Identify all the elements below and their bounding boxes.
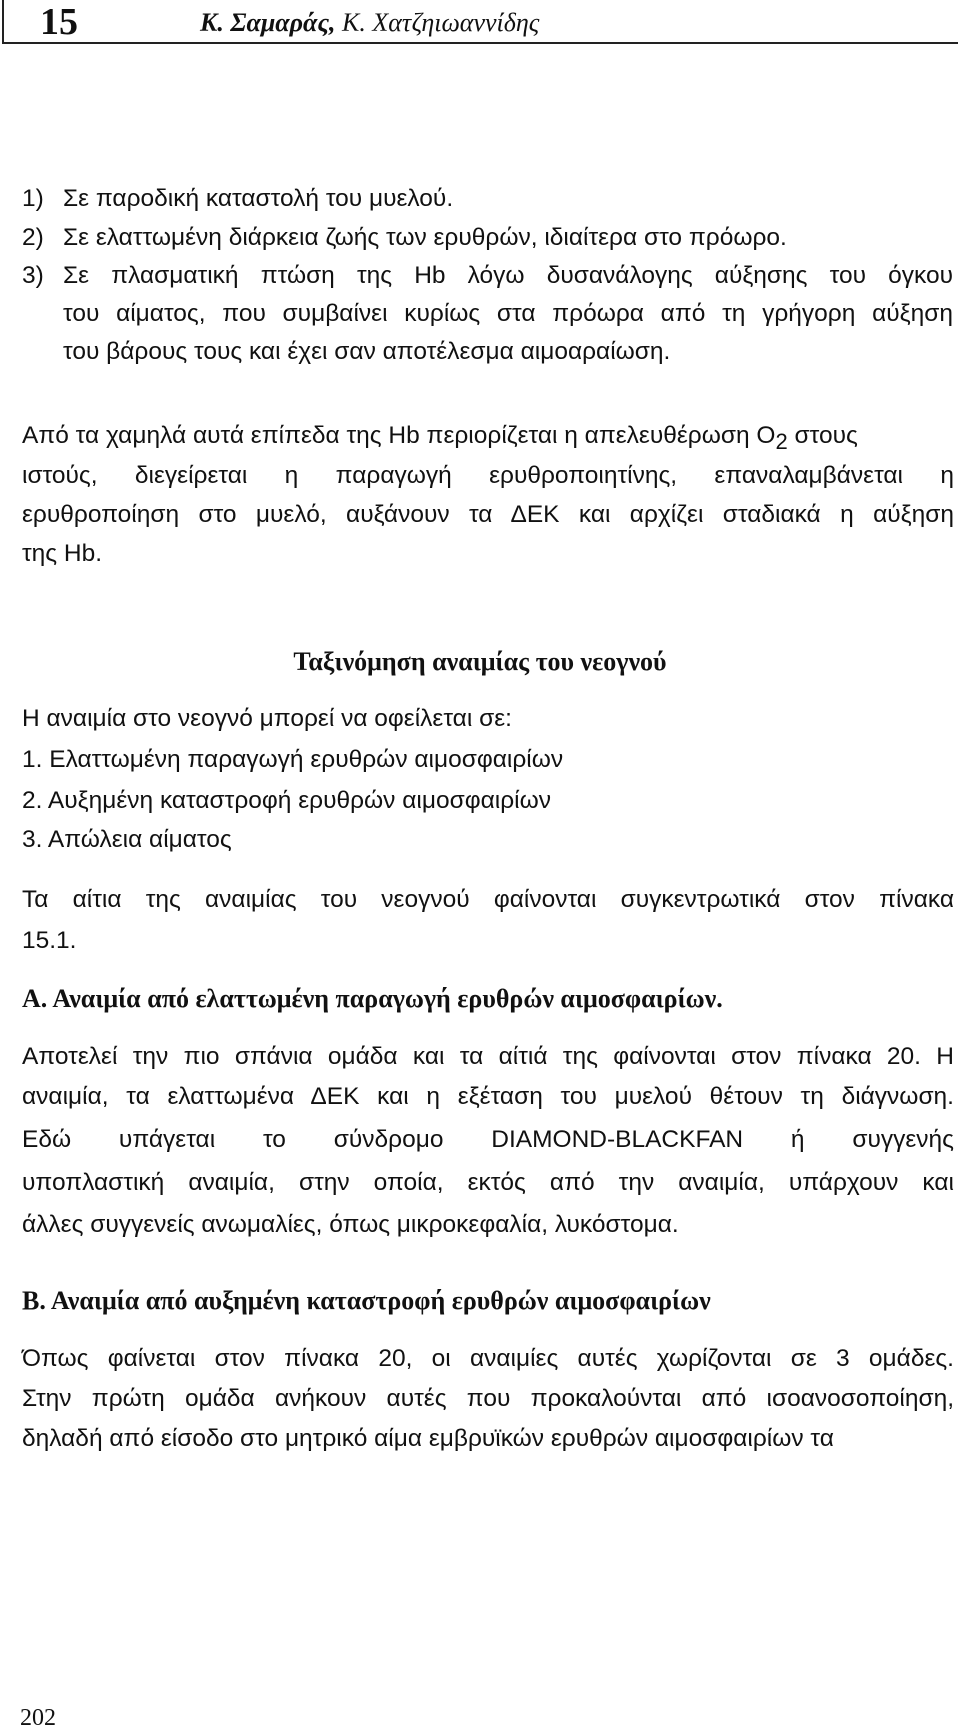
paragraph-line: Στην πρώτη ομάδα ανήκουν αυτές που προκαλούνται από ισοανοσοποίηση, xyxy=(22,1385,954,1412)
paragraph-line: ιστούς, διεγείρεται η παραγωγή ερυθροποιητίνης, επαναλαμβάνεται η xyxy=(22,462,954,489)
list-item-number: 1) xyxy=(22,185,44,212)
paragraph-line: Εδώ υπάγεται το σύνδρομο DIAMOND-BLACKFAN ή συγγενής xyxy=(22,1126,954,1153)
classification-intro: Η αναιμία στο νεογνό μπορεί να οφείλεται σε: xyxy=(22,705,512,732)
paragraph-line: Από τα χαμηλά αυτά επίπεδα της Hb περιορίζεται η απελευθέρωση $O_2$ στους xyxy=(22,422,858,454)
author-1: Κ. Σαμαράς, xyxy=(200,8,336,37)
classification-item: 2. Αυξημένη καταστροφή ερυθρών αιμοσφαιρίων xyxy=(22,787,551,814)
list-item-text: Σε ελαττωμένη διάρκεια ζωής των ερυθρών, ιδιαίτερα στο πρόωρο. xyxy=(63,224,787,251)
running-header xyxy=(2,0,958,44)
list-item-text: Σε παροδική καταστολή του μυελού. xyxy=(63,185,454,212)
list-item-text: του βάρους τους και έχει σαν αποτέλεσμα αιμοαραίωση. xyxy=(63,338,671,365)
section-a-title: Α. Αναιμία από ελαττωμένη παραγωγή ερυθρών αιμοσφαιρίων. xyxy=(22,984,723,1013)
subscript: 2 xyxy=(775,429,788,454)
list-item-text: του αίματος, που συμβαίνει κυρίως στα πρόωρα από τη γρήγορη αύξηση xyxy=(63,300,953,327)
footer-page-number: 202 xyxy=(20,1705,56,1731)
author-2: Κ. Χατζηιωαννίδης xyxy=(342,8,540,37)
classification-item: 1. Ελαττωμένη παραγωγή ερυθρών αιμοσφαιρίων xyxy=(22,746,564,773)
paragraph-line: άλλες συγγενείς ανωμαλίες, όπως μικροκεφαλία, λυκόστομα. xyxy=(22,1211,679,1238)
paragraph-line: Τα αίτια της αναιμίας του νεογνού φαίνονται συγκεντρωτικά στον πίνακα xyxy=(22,886,954,913)
chapter-number: 15 xyxy=(40,1,78,43)
classification-item: 3. Απώλεια αίματος xyxy=(22,826,232,853)
paragraph-line: δηλαδή από είσοδο στο μητρικό αίμα εμβρυϊκών ερυθρών αιμοσφαιρίων τα xyxy=(22,1425,834,1452)
paragraph-line: Αποτελεί την πιο σπάνια ομάδα και τα αίτιά της φαίνονται στον πίνακα 20. Η xyxy=(22,1043,954,1070)
list-item-number: 3) xyxy=(22,262,44,289)
authors xyxy=(200,8,539,38)
paragraph-line: ερυθροποίηση στο μυελό, αυξάνουν τα ΔΕΚ και αρχίζει σταδιακά η αύξηση xyxy=(22,501,954,528)
paragraph-line: αναιμία, τα ελαττωμένα ΔΕΚ και η εξέταση του μυελού θέτουν τη διάγνωση. xyxy=(22,1083,954,1110)
section-title: Ταξινόμηση αναιμίας του νεογνού xyxy=(293,647,667,676)
list-item-text: Σε πλασματική πτώση της Hb λόγω δυσανάλογης αύξησης του όγκου xyxy=(63,262,953,289)
paragraph-line: 15.1. xyxy=(22,927,77,954)
paragraph-line: Όπως φαίνεται στον πίνακα 20, οι αναιμίες αυτές χωρίζονται σε 3 ομάδες. xyxy=(22,1345,954,1372)
section-b-title: Β. Αναιμία από αυξημένη καταστροφή ερυθρών αιμοσφαιρίων xyxy=(22,1286,711,1315)
list-item-number: 2) xyxy=(22,224,44,251)
paragraph-line: υποπλαστική αναιμία, στην οποία, εκτός από την αναιμία, υπάρχουν και xyxy=(22,1169,954,1196)
paragraph-line: της Hb. xyxy=(22,540,103,567)
